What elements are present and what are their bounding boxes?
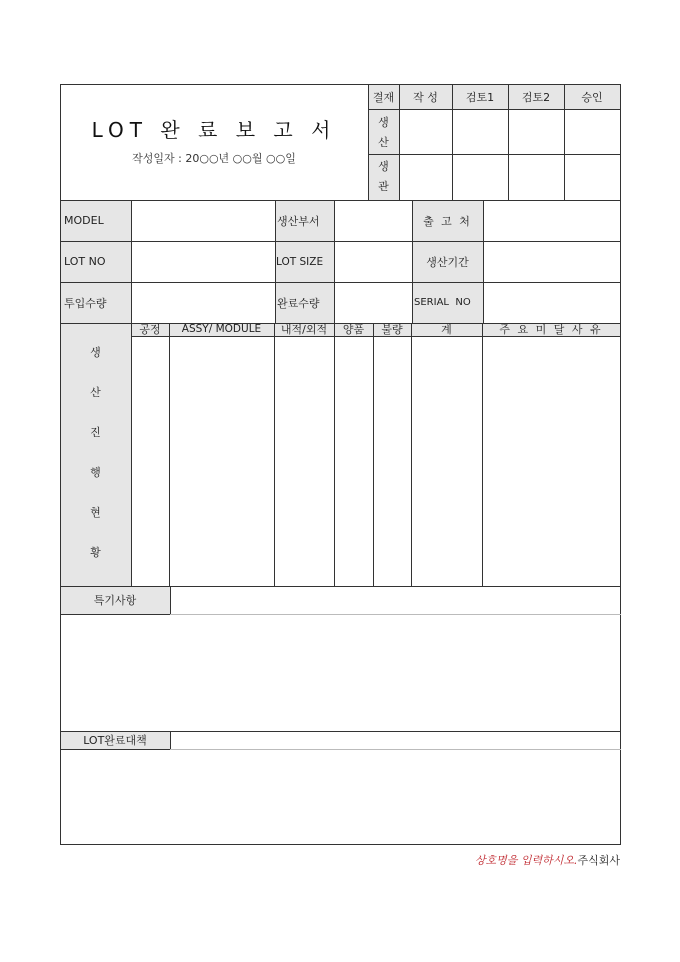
approval-col-write: 작 성	[413, 90, 438, 104]
label-serial-no: SERIAL NO	[414, 297, 471, 308]
company-name-placeholder[interactable]: 상호명을 입력하시오.	[474, 854, 578, 867]
col-total: 계	[441, 323, 452, 336]
label-done-qty: 완료수량	[277, 296, 320, 310]
progress-side-label: 생 산 진 행 현 황	[90, 346, 101, 559]
col-good: 양품	[342, 323, 365, 336]
label-prod-period: 생산기간	[426, 255, 469, 269]
measures-label: LOT완료대책	[83, 734, 147, 747]
col-process: 공정	[139, 323, 161, 336]
approval-row-control: 생 관	[378, 160, 389, 193]
label-input-qty: 투입수량	[64, 296, 107, 310]
approval-col-review1: 검토1	[465, 90, 495, 104]
special-notes-label: 특기사항	[93, 594, 137, 607]
col-defect: 불량	[381, 323, 403, 336]
label-shipto: 출 고 처	[423, 214, 472, 228]
label-prod-dept: 생산부서	[277, 214, 320, 228]
approval-col-review2: 검토2	[521, 90, 551, 104]
col-assy-module: ASSY/ MODULE	[181, 323, 262, 335]
company-suffix: 주식회사	[577, 854, 620, 867]
label-model: MODEL	[64, 214, 104, 227]
date-line: 작성일자 : 20○○년 ○○월 ○○일	[132, 152, 296, 165]
approval-header: 결재	[372, 90, 395, 104]
label-lot-size: LOT SIZE	[276, 255, 324, 268]
col-reason: 주 요 미 달 사 유	[499, 323, 603, 336]
company-footer	[475, 852, 620, 868]
measures-area[interactable]	[61, 750, 620, 844]
page-title: LOT 완 료 보 고 서	[91, 118, 337, 142]
special-notes-area[interactable]	[61, 615, 620, 730]
col-internal-external: 내적/외적	[280, 323, 328, 336]
approval-col-approve: 승인	[581, 90, 603, 104]
label-lot-no: LOT NO	[64, 255, 106, 268]
approval-row-production: 생 산	[378, 116, 389, 149]
